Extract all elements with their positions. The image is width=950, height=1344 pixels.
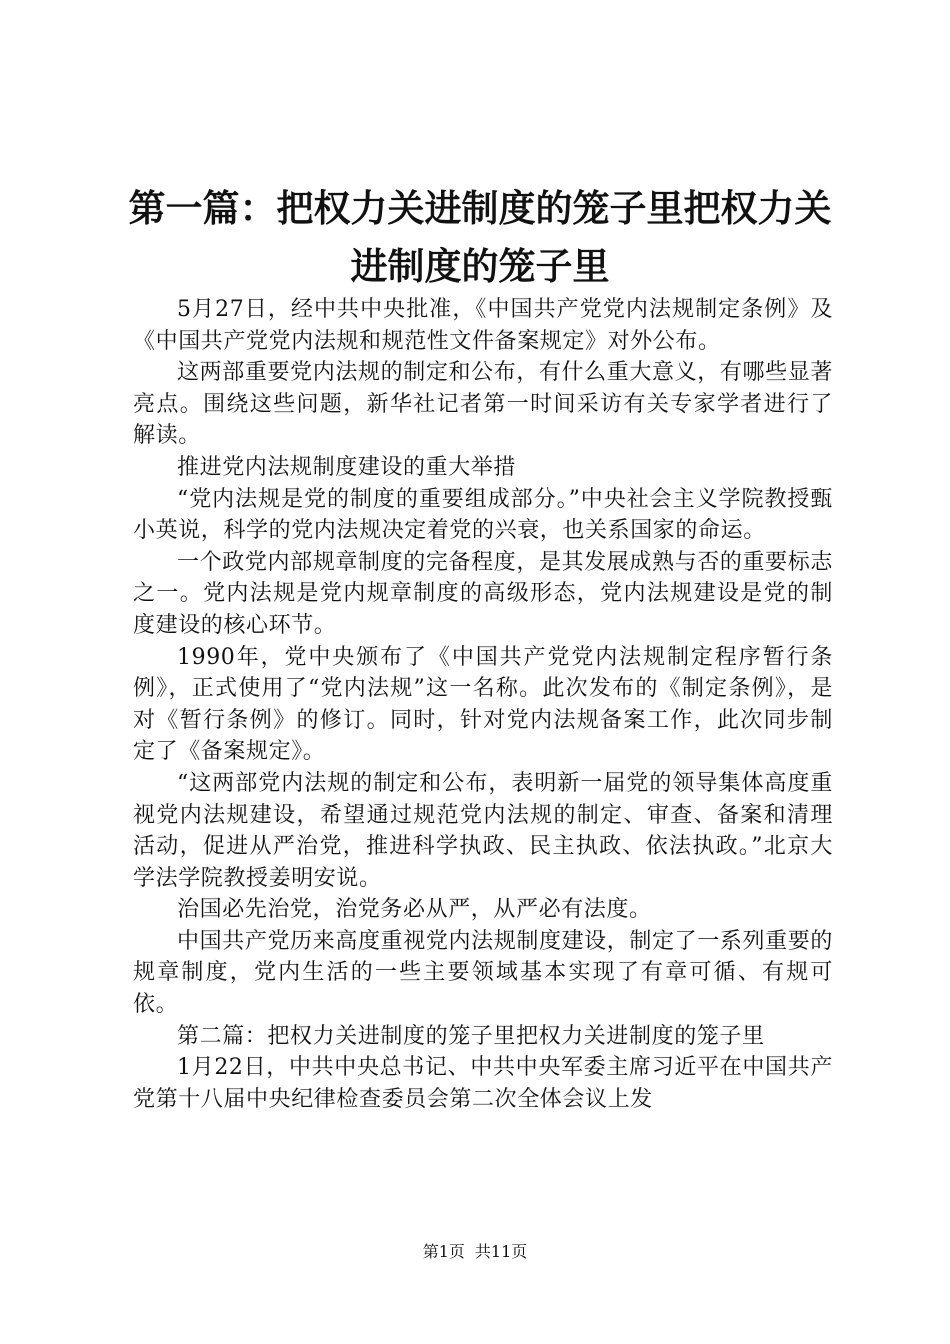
paragraph: 1月22日，中共中央总书记、中共中央军委主席习近平在中国共产党第十八届中央纪律检查委员会第二次全体会议上发 (133, 1055, 833, 1112)
paragraph: 一个政党内部规章制度的完备程度，是其发展成熟与否的重要标志之一。党内法规是党内规章制度的高级形态，党内法规建设是党的制度建设的核心环节。 (133, 549, 833, 638)
section-heading: 第二篇：把权力关进制度的笼子里把权力关进制度的笼子里 (177, 1023, 765, 1049)
page-footer (0, 1240, 950, 1264)
paragraph: 这两部重要党内法规的制定和公布，有什么重大意义，有哪些显著亮点。围绕这些问题，新华社记者第一时间采访有关专家学者进行了解读。 (133, 360, 833, 449)
paragraph: 治国必先治党，治党务必从严，从严必有法度。 (177, 897, 652, 923)
paragraph: 1990年，党中央颁布了《中国共产党党内法规制定程序暂行条例》，正式使用了“党内法规”这一名称。此次发布的《制定条例》，是对《暂行条例》的修订。同时，针对党内法规备案工作，此次同步制定了《备案规定》。 (133, 644, 833, 765)
page-total: 共11页 (474, 1242, 528, 1261)
paragraph: 5月27日，经中共中央批准，《中国共产党党内法规制定条例》及《中国共产党党内法规和规范性文件备案规定》对外公布。 (133, 297, 833, 354)
document-title: 第一篇：把权力关进制度的笼子里把权力关进制度的笼子里 (128, 187, 832, 288)
document-body (133, 294, 833, 1115)
page-number: 第1页 (422, 1242, 465, 1261)
paragraph: “党内法规是党的制度的重要组成部分。”中央社会主义学院教授甄小英说，科学的党内法规决定着党的兴衰，也关系国家的命运。 (133, 486, 833, 544)
paragraph: 中国共产党历来高度重视党内法规制度建设，制定了一系列重要的规章制度，党内生活的一些主要领域基本实现了有章可循、有规可依。 (133, 928, 833, 1018)
section-heading: 推进党内法规制度建设的重大举措 (177, 454, 517, 480)
paragraph: “这两部党内法规的制定和公布，表明新一届党的领导集体高度重视党内法规建设，希望通过规范党内法规的制定、审查、备案和清理活动，促进从严治党，推进科学执政、民主执政、依法执政。”北京大学法学院教授姜明安说。 (133, 770, 833, 891)
